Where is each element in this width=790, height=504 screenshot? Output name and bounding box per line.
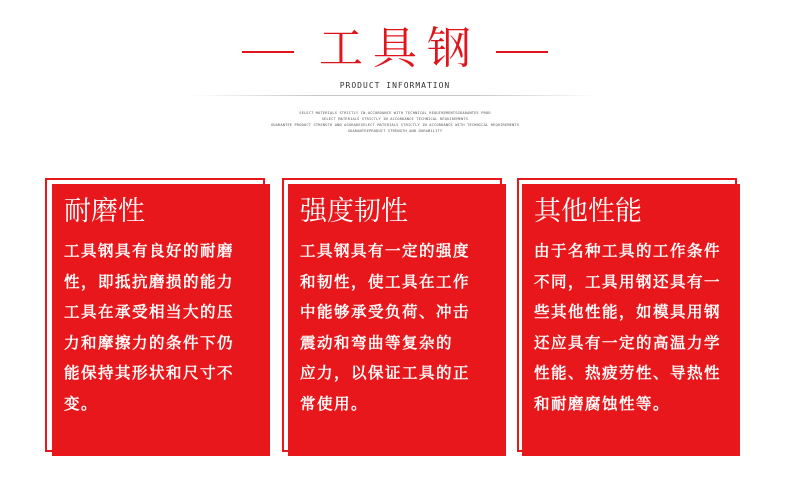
feature-card-other-properties [522,184,740,456]
fine-print [0,110,790,134]
page-subtitle: PRODUCT INFORMATION [339,81,451,90]
title-right-divider [496,51,548,53]
card-body: 工具钢具有一定的强度 和韧性，使工具在工作 中能够承受负荷、冲击 震动和弯曲等复杂的 应力，以保证工具的正 常使用。 [300,242,471,413]
fine-print-line: GUARANTEE PRODUCT STRENGTH AND AGGRADESELECT MATERIALS STRICTLY IN ACCORDANCE WITH TECHNICAL REQUIREMENTS [270,123,520,127]
card-body: 工具钢具有良好的耐磨 性，即抵抗磨损的能力 工具在承受相当大的压 力和摩擦力的条件下仍 能保持其形状和尺寸不 变。 [64,242,235,413]
fine-print-line: SELECT MATERIALS STRICTLY IN ACCORDANCE WITH TECHNICAL REQUIREMENTSGUARANTEE PROD [299,111,491,115]
card-heading: 强度韧性 [300,196,408,227]
fine-print-line: SELECT MATERIALS STRICTLY IN ACCORDANCE TECHNICAL REQUIREMENTS [321,117,469,121]
fine-print-line: GUARANTEEPRODUCT STRENGTH AND DURABILITY [347,129,443,133]
feature-card-strength-toughness [288,184,506,456]
feature-card-wear-resistance [52,184,270,456]
title-left-divider [242,51,294,53]
page-title: 工具钢 [319,23,481,74]
title-row [0,18,790,80]
card-heading: 其他性能 [534,196,642,227]
card-body: 由于名种工具的工作条件 不同，工具用钢还具有一 些其他性能，如模具用钢 还应具有一定的高温力学 性能、热疲劳性、导热性 和耐磨腐蚀性等。 [534,242,722,413]
subtitle-divider [190,95,600,96]
card-heading: 耐磨性 [64,196,145,227]
